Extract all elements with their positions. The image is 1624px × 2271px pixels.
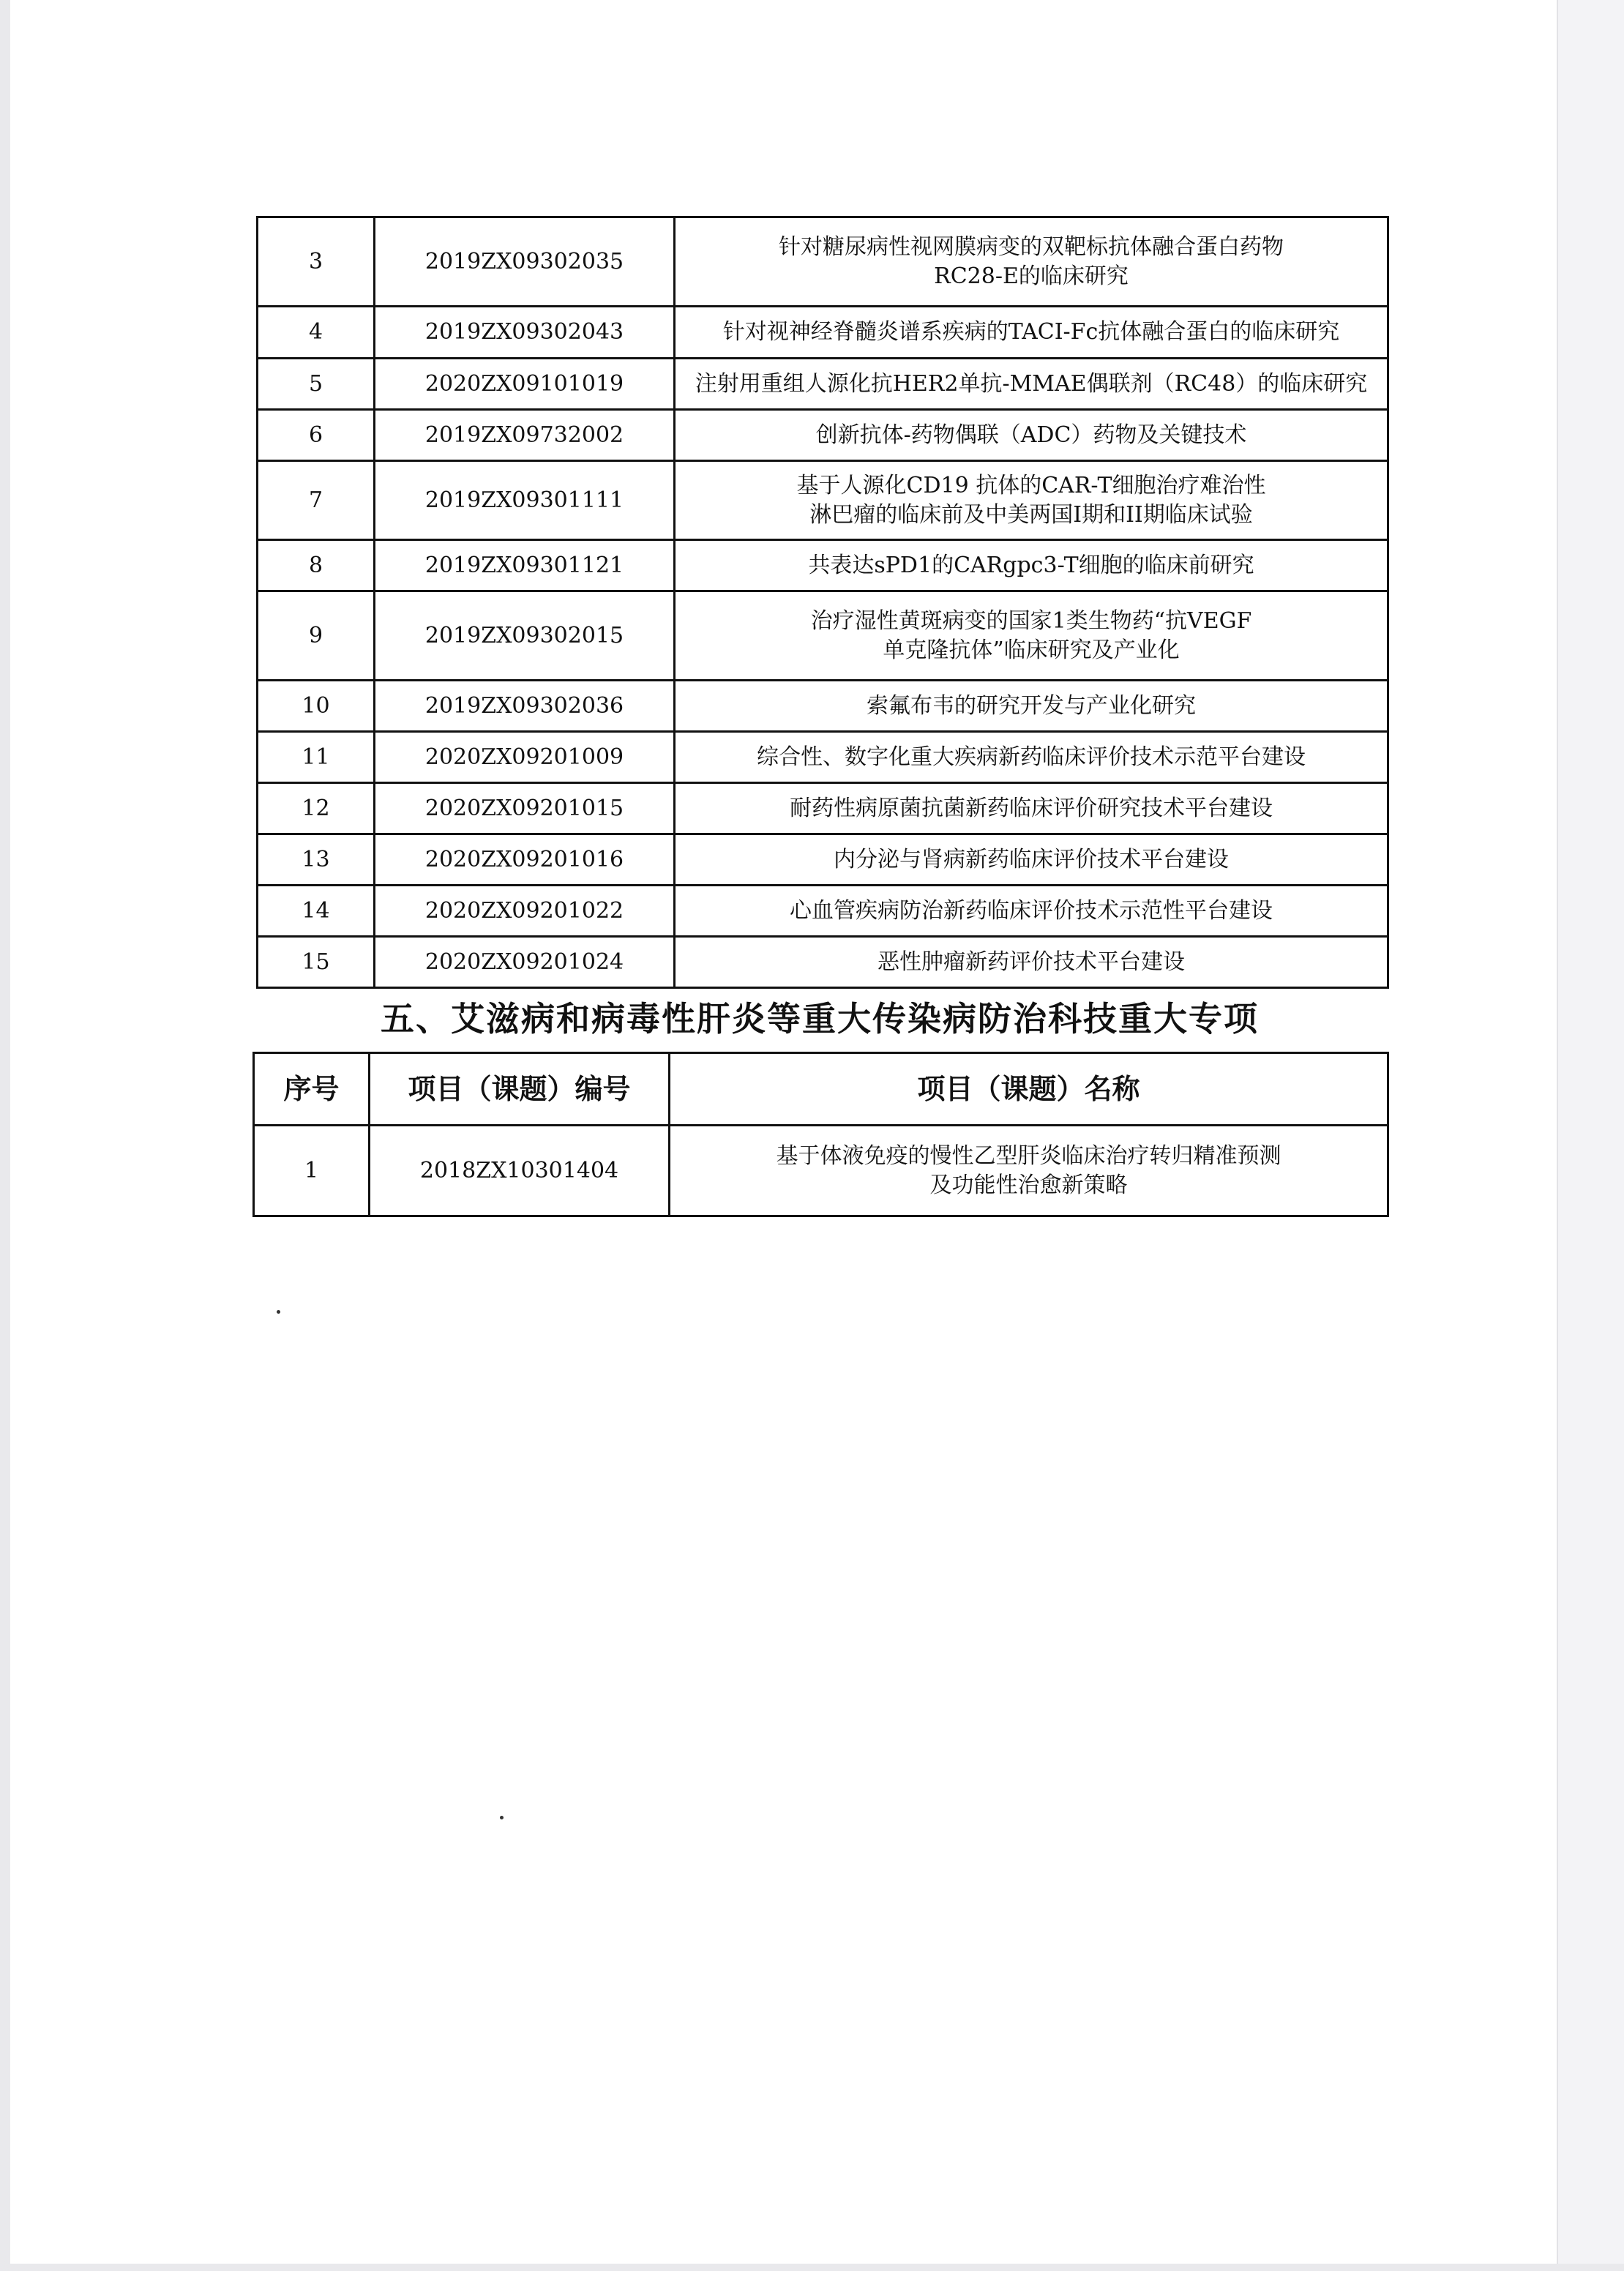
project-code: 2020ZX09201015 (375, 783, 675, 834)
project-code: 2019ZX09302043 (375, 307, 675, 359)
table-row (258, 834, 1388, 886)
table-row (258, 217, 1388, 307)
row-number: 11 (258, 732, 375, 783)
table-row (254, 1126, 1388, 1216)
project-table-continued (256, 216, 1389, 989)
header-name: 项目（课题）名称 (670, 1053, 1388, 1126)
project-name-line: 综合性、数字化重大疾病新药临床评价技术示范平台建设 (757, 744, 1306, 770)
project-code: 2020ZX09201022 (375, 886, 675, 937)
row-number: 3 (258, 217, 375, 307)
project-name (675, 834, 1388, 886)
project-name-line: 心血管疾病防治新药临床评价技术示范性平台建设 (790, 897, 1273, 924)
table-row (258, 937, 1388, 988)
project-name (675, 461, 1388, 540)
project-name-line: 基于人源化CD19 抗体的CAR-T细胞治疗难治性 (796, 472, 1266, 498)
project-name (670, 1126, 1388, 1216)
project-code: 2019ZX09732002 (375, 410, 675, 461)
scan-edge-bottom (0, 2264, 1624, 2271)
table-row (258, 410, 1388, 461)
project-code: 2019ZX09302035 (375, 217, 675, 307)
project-name-line: 注射用重组人源化抗HER2单抗-MMAE偶联剂（RC48）的临床研究 (695, 370, 1368, 397)
row-number: 5 (258, 359, 375, 410)
table-row (258, 783, 1388, 834)
project-name-line: 共表达sPD1的CARgpc3-T细胞的临床前研究 (808, 552, 1254, 578)
row-number: 6 (258, 410, 375, 461)
project-code: 2019ZX09301121 (375, 540, 675, 591)
project-code: 2020ZX09201009 (375, 732, 675, 783)
project-name (675, 217, 1388, 307)
section-heading: 五、艾滋病和病毒性肝炎等重大传染病防治科技重大专项 (381, 999, 1259, 1039)
table-row (258, 591, 1388, 681)
row-number: 13 (258, 834, 375, 886)
project-name-line: 治疗湿性黄斑病变的国家1类生物药“抗VEGF (810, 607, 1252, 634)
scan-speck (277, 1310, 280, 1314)
project-name (675, 359, 1388, 410)
project-name-line: 内分泌与肾病新药临床评价技术平台建设 (834, 846, 1229, 872)
project-name (675, 307, 1388, 359)
project-name-line: 针对糖尿病性视网膜病变的双靶标抗体融合蛋白药物 (779, 233, 1284, 260)
row-number: 10 (258, 681, 375, 732)
table-row (258, 540, 1388, 591)
scan-edge-right (1557, 0, 1624, 2271)
scan-edge-left (0, 0, 10, 2271)
row-number: 14 (258, 886, 375, 937)
project-code: 2020ZX09101019 (375, 359, 675, 410)
header-number: 序号 (254, 1053, 370, 1126)
row-number: 1 (254, 1126, 370, 1216)
project-code: 2019ZX09301111 (375, 461, 675, 540)
row-number: 8 (258, 540, 375, 591)
project-name (675, 591, 1388, 681)
table-row (258, 461, 1388, 540)
section5-project-table (252, 1052, 1389, 1217)
project-name (675, 732, 1388, 783)
project-name-line: 单克隆抗体”临床研究及产业化 (883, 637, 1180, 663)
header-code: 项目（课题）编号 (370, 1053, 670, 1126)
table-header-row (254, 1053, 1388, 1126)
row-number: 4 (258, 307, 375, 359)
project-name-line: 恶性肿瘤新药评价技术平台建设 (878, 949, 1185, 975)
project-name (675, 886, 1388, 937)
project-name-line: 及功能性治愈新策略 (929, 1172, 1128, 1198)
project-code: 2018ZX10301404 (370, 1126, 670, 1216)
row-number: 12 (258, 783, 375, 834)
row-number: 15 (258, 937, 375, 988)
project-name-line: RC28-E的临床研究 (934, 263, 1129, 289)
project-name (675, 783, 1388, 834)
table-row (258, 359, 1388, 410)
table-row (258, 307, 1388, 359)
table-row (258, 886, 1388, 937)
row-number: 9 (258, 591, 375, 681)
project-name-line: 针对视神经脊髓炎谱系疾病的TACI-Fc抗体融合蛋白的临床研究 (722, 319, 1340, 345)
project-name (675, 410, 1388, 461)
project-code: 2020ZX09201024 (375, 937, 675, 988)
table-row (258, 681, 1388, 732)
project-code: 2019ZX09302036 (375, 681, 675, 732)
project-name (675, 681, 1388, 732)
project-name (675, 540, 1388, 591)
project-code: 2020ZX09201016 (375, 834, 675, 886)
project-name-line: 索氟布韦的研究开发与产业化研究 (867, 692, 1196, 719)
project-name (675, 937, 1388, 988)
scan-speck (500, 1816, 504, 1819)
row-number: 7 (258, 461, 375, 540)
project-name-line: 耐药性病原菌抗菌新药临床评价研究技术平台建设 (790, 795, 1273, 821)
project-name-line: 基于体液免疫的慢性乙型肝炎临床治疗转归精准预测 (776, 1142, 1281, 1169)
project-code: 2019ZX09302015 (375, 591, 675, 681)
project-name-line: 创新抗体-药物偶联（ADC）药物及关键技术 (815, 422, 1247, 448)
table-row (258, 732, 1388, 783)
project-name-line: 淋巴瘤的临床前及中美两国I期和II期临床试验 (809, 501, 1253, 528)
